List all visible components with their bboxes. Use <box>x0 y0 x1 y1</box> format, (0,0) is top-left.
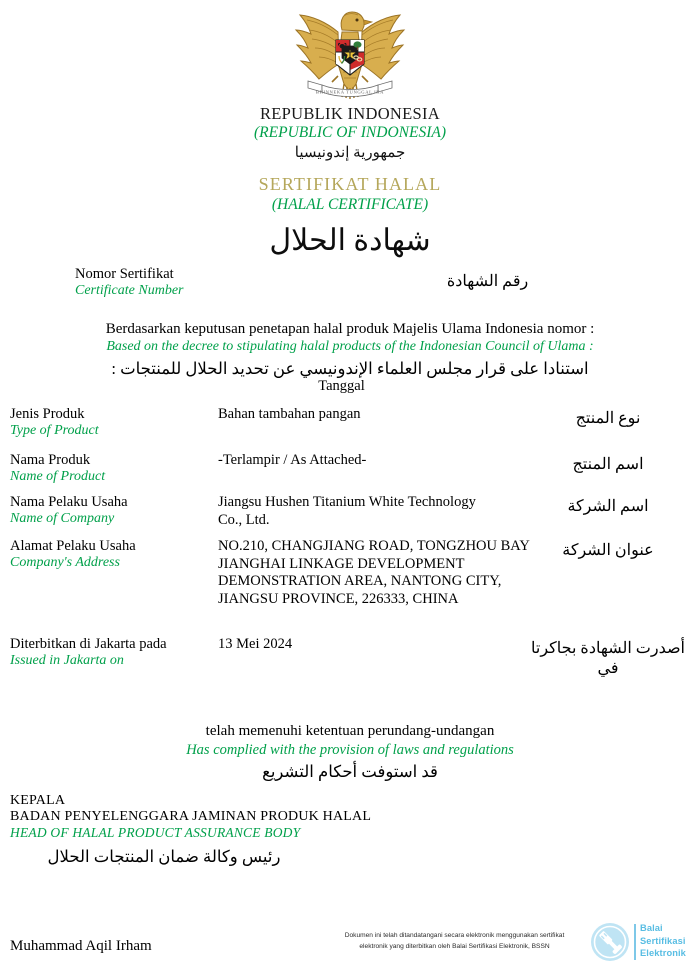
field-label-ar: اسم الشركة <box>567 498 649 515</box>
field-label-en: Issued in Jakarta on <box>10 653 124 668</box>
compliance-block <box>0 722 700 784</box>
field-label-ar: نوع المنتج <box>575 410 641 427</box>
emblem-container <box>0 2 700 105</box>
authority-line2-id: BADAN PENYELENGGARA JAMINAN PRODUK HALAL <box>10 809 372 824</box>
country-name-en: (REPUBLIC OF INDONESIA) <box>254 124 446 141</box>
field-label-en: Company's Address <box>10 555 120 570</box>
field-label-en: Name of Company <box>10 511 115 526</box>
field-label-id: Diterbitkan di Jakarta pada <box>10 636 167 652</box>
compliance-text-id: telah memenuhi ketentuan perundang-undangan <box>205 723 495 739</box>
field-label-ar: اسم المنتج <box>572 456 644 473</box>
bsre-seal-icon <box>590 922 630 962</box>
field-value <box>218 406 538 424</box>
field-label-en: Name of Product <box>10 469 106 484</box>
bsre-text-line1: Balai <box>640 923 663 933</box>
certificate-number-label-ar: رقم الشهادة <box>446 273 529 290</box>
certificate-header <box>0 104 700 260</box>
certificate-title-id: SERTIFIKAT HALAL <box>258 174 442 194</box>
bsre-logo <box>590 921 694 963</box>
compliance-text-en: Has complied with the provision of laws and regulations <box>186 742 514 758</box>
authority-line-en: HEAD OF HALAL PRODUCT ASSURANCE BODY <box>10 825 301 840</box>
certificate-title-ar: شهادة الحلال <box>269 224 431 257</box>
decree-block <box>0 320 700 381</box>
field-value-line: 13 Mei 2024 <box>218 636 293 652</box>
field-value <box>218 538 538 608</box>
field-value-line: NO.210, CHANGJIANG ROAD, TONGZHOU BAY <box>218 538 530 554</box>
field-value-line: Bahan tambahan pangan <box>218 406 361 422</box>
field-label-id: Jenis Produk <box>10 406 85 422</box>
garuda-pancasila-emblem <box>292 2 408 100</box>
field-value <box>218 636 538 654</box>
field-value <box>218 494 538 529</box>
bsre-logo-text <box>640 922 686 960</box>
country-name-id: REPUBLIK INDONESIA <box>259 104 441 123</box>
authority-line1-id: KEPALA <box>10 793 66 808</box>
field-value <box>218 452 538 470</box>
esign-notice-line1: Dokumen ini telah ditandatangani secara elektronik menggunakan sertifikat <box>344 932 565 939</box>
esign-notice-line2: elektronik yang diterbitkan oleh Balai Sertifikasi Elektronik, BSSN <box>359 943 550 950</box>
electronic-signature-notice <box>327 930 582 952</box>
certificate-number-label-id: Nomor Sertifikat <box>75 266 174 282</box>
field-label-id: Nama Pelaku Usaha <box>10 494 128 510</box>
bsre-text-line3: Elektronik <box>640 948 686 959</box>
authority-block <box>10 793 490 869</box>
certificate-title-en: (HALAL CERTIFICATE) <box>271 196 429 213</box>
certificate-number-label-en: Certificate Number <box>75 283 184 298</box>
decree-text-ar: استنادا على قرار مجلس العلماء الإندونيسي عن تحديد الحلال للمنتجات : <box>111 359 589 378</box>
field-value-line: JIANGHAI LINKAGE DEVELOPMENT <box>218 555 465 572</box>
decree-text-id: Berdasarkan keputusan penetapan halal produk Majelis Ulama Indonesia nomor : <box>105 321 595 337</box>
field-label-en: Type of Product <box>10 423 99 438</box>
field-value-line: Jiangsu Hushen Titanium White Technology <box>218 494 476 510</box>
authority-line-ar: رئيس وكالة ضمان المنتجات الحلال <box>47 847 281 866</box>
bsre-divider <box>634 924 636 960</box>
field-label-id: Alamat Pelaku Usaha <box>10 538 136 554</box>
compliance-text-ar: قد استوفت أحكام التشريع <box>262 762 438 781</box>
field-label-id: Nama Produk <box>10 452 91 468</box>
country-name-ar: جمهورية إندونيسيا <box>294 145 406 161</box>
field-value-line: -Terlampir / As Attached- <box>218 452 367 468</box>
field-label-ar: أصدرت الشهادة بجاكرتا في <box>531 640 685 677</box>
field-value-line: JIANGSU PROVINCE, 226333, CHINA <box>218 590 459 607</box>
field-value-line: Co., Ltd. <box>218 511 270 528</box>
svg-text:BHINNEKA TUNGGAL IKA: BHINNEKA TUNGGAL IKA <box>315 89 385 95</box>
field-value-line: DEMONSTRATION AREA, NANTONG CITY, <box>218 573 502 589</box>
field-label-ar: عنوان الشركة <box>562 542 654 559</box>
certificate-number-row <box>0 266 700 306</box>
bsre-text-line2: Sertifikasi <box>640 935 686 946</box>
decree-date-label: Tanggal <box>318 378 365 394</box>
signer-name: Muhammad Aqil Irham <box>10 938 152 954</box>
decree-text-en: Based on the decree to stipulating halal products of the Indonesian Council of Ulama : <box>106 339 594 354</box>
